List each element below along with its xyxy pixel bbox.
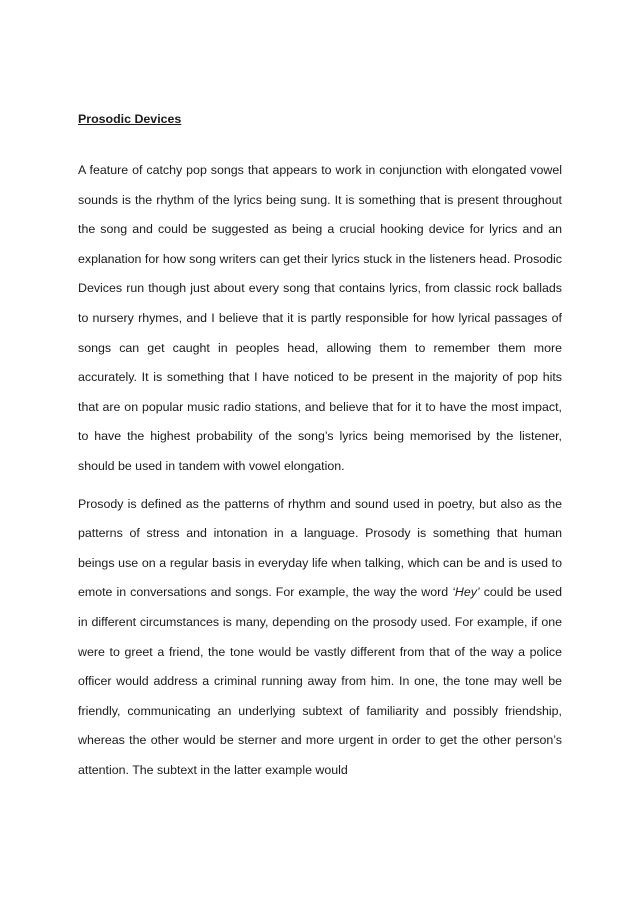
document-body [78,110,562,785]
paragraph-2-text-end: could be used in different circumstances is many, depending on the prosody used. For example, if one were to greet a friend, the tone would be vastly different from that of the way a police officer would address a criminal running away from him. In one, the tone may well be friendly, communicating an underlying subtext of familiarity and possibly friendship, whereas the other would be sterner and more urgent in order to get the other person’s attention. The subtext in the latter example would [78,585,562,777]
paragraph-1: A feature of catchy pop songs that appears to work in conjunction with elongated vowel sounds is the rhythm of the lyrics being sung. It is something that is present throughout the song and could be suggested as being a crucial hooking device for lyrics and an explanation for how song writers can get their lyrics stuck in the listeners head. Prosodic Devices run though just about every song that contains lyrics, from classic rock ballads to nursery rhymes, and I believe that it is partly responsible for how lyrical passages of songs can get caught in peoples head, allowing them to remember them more accurately. It is something that I have noticed to be present in the majority of pop hits that are on popular music radio stations, and believe that for it to have the most impact, to have the highest probability of the song’s lyrics being memorised by the listener, should be used in tandem with vowel elongation. [78,163,562,473]
paragraph-2 [78,490,562,786]
section-heading: Prosodic Devices [78,112,182,126]
paragraph-2-text-start: Prosody is defined as the patterns of rhythm and sound used in poetry, but also as the patterns of stress and intonation in a language. Prosody is something that human beings use on a regular basis in everyday life when talking, which can be and is used to emote in conversations and songs. For example, the way the word [78,496,562,600]
quoted-word-hey: ‘Hey’ [452,585,480,600]
